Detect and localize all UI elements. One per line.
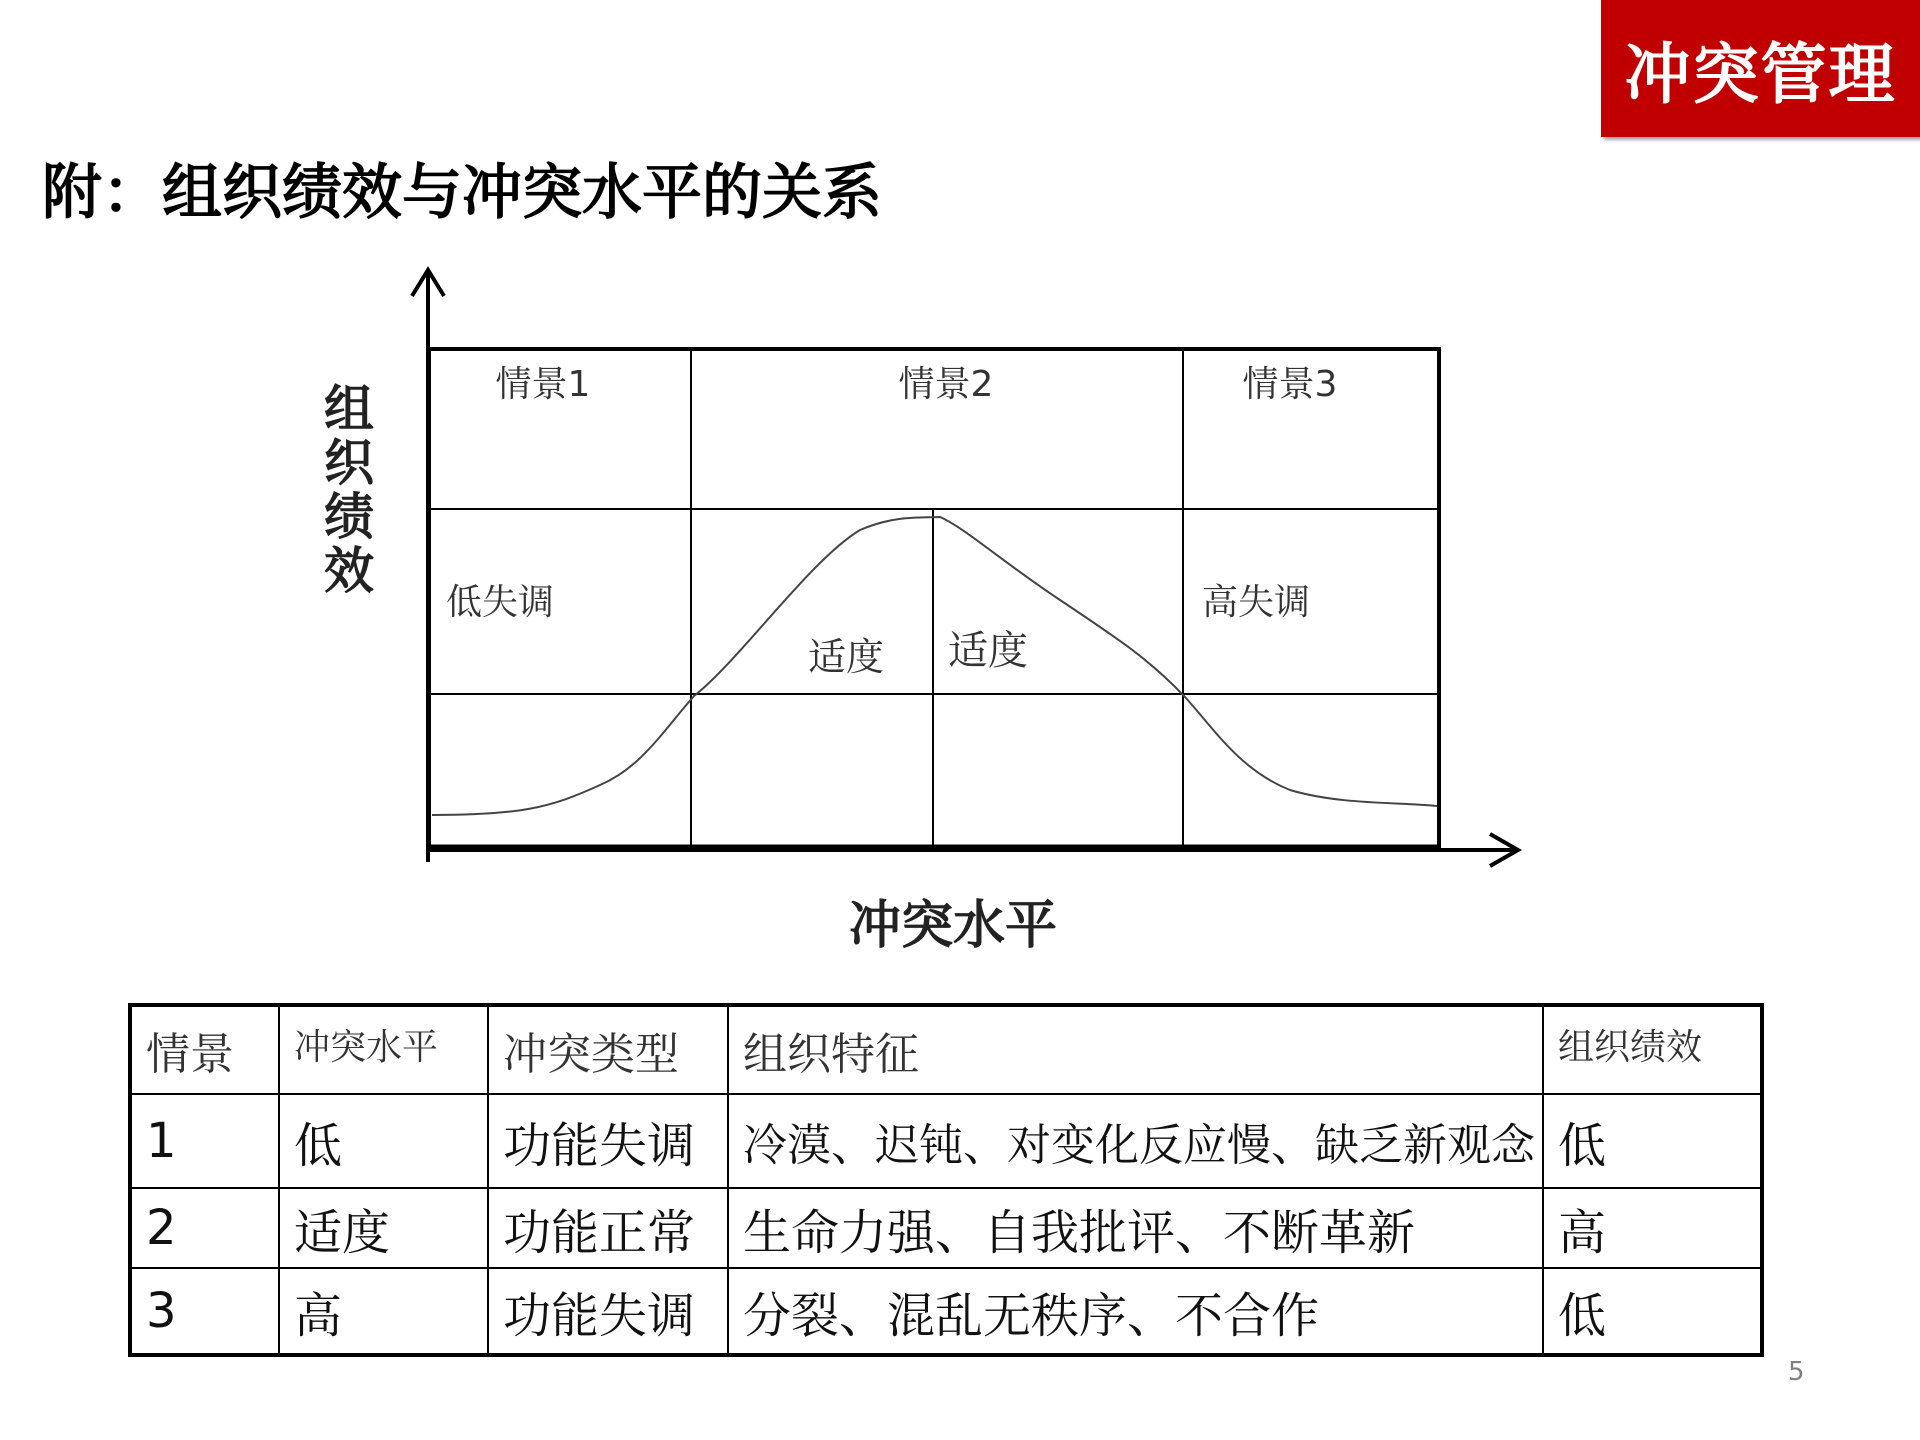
cell-org-performance: 低 (1543, 1268, 1762, 1355)
zone-label-moderate-left: 适度 (808, 635, 885, 679)
cell-scenario: 1 (130, 1094, 279, 1188)
x-axis-label: 冲突水平 (848, 896, 1058, 956)
scenario-label-1: 情景1 (495, 364, 591, 405)
header-conflict-level: 冲突水平 (279, 1005, 488, 1094)
section-tag-label: 冲突管理 (1624, 36, 1897, 113)
cell-org-performance: 高 (1543, 1188, 1762, 1268)
cell-org-traits: 分裂、混乱无秩序、不合作 (728, 1268, 1543, 1355)
zone-label-high-dysfunction: 高失调 (1202, 582, 1311, 623)
table-row (130, 1188, 1762, 1268)
cell-conflict-type: 功能正常 (488, 1188, 728, 1268)
cell-conflict-level: 高 (279, 1268, 488, 1355)
header-org-performance: 组织绩效 (1543, 1005, 1762, 1094)
cell-conflict-type: 功能失调 (488, 1094, 728, 1188)
scenario-label-3: 情景3 (1242, 364, 1338, 405)
header-conflict-type: 冲突类型 (488, 1005, 728, 1094)
zone-label-low-dysfunction: 低失调 (446, 582, 555, 623)
scenario-table (128, 1003, 1764, 1357)
y-axis-label: 组织绩效 (316, 382, 374, 598)
page-title: 附：组织绩效与冲突水平的关系 (42, 158, 882, 228)
header-scenario: 情景 (130, 1005, 279, 1094)
cell-org-traits: 生命力强、自我批评、不断革新 (728, 1188, 1543, 1268)
table-row (130, 1094, 1762, 1188)
cell-conflict-level: 适度 (279, 1188, 488, 1268)
performance-curve (432, 517, 1437, 815)
cell-conflict-type: 功能失调 (488, 1268, 728, 1355)
cell-conflict-level: 低 (279, 1094, 488, 1188)
page-number: 5 (1788, 1357, 1805, 1387)
table-header-row (130, 1005, 1762, 1094)
cell-scenario: 3 (130, 1268, 279, 1355)
cell-org-performance: 低 (1543, 1094, 1762, 1188)
table-row (130, 1268, 1762, 1355)
scenario-label-2: 情景2 (898, 364, 994, 405)
zone-label-moderate-right: 适度 (948, 628, 1028, 674)
cell-org-traits: 冷漠、迟钝、对变化反应慢、缺乏新观念 (728, 1094, 1543, 1188)
cell-scenario: 2 (130, 1188, 279, 1268)
header-org-traits: 组织特征 (728, 1005, 1543, 1094)
